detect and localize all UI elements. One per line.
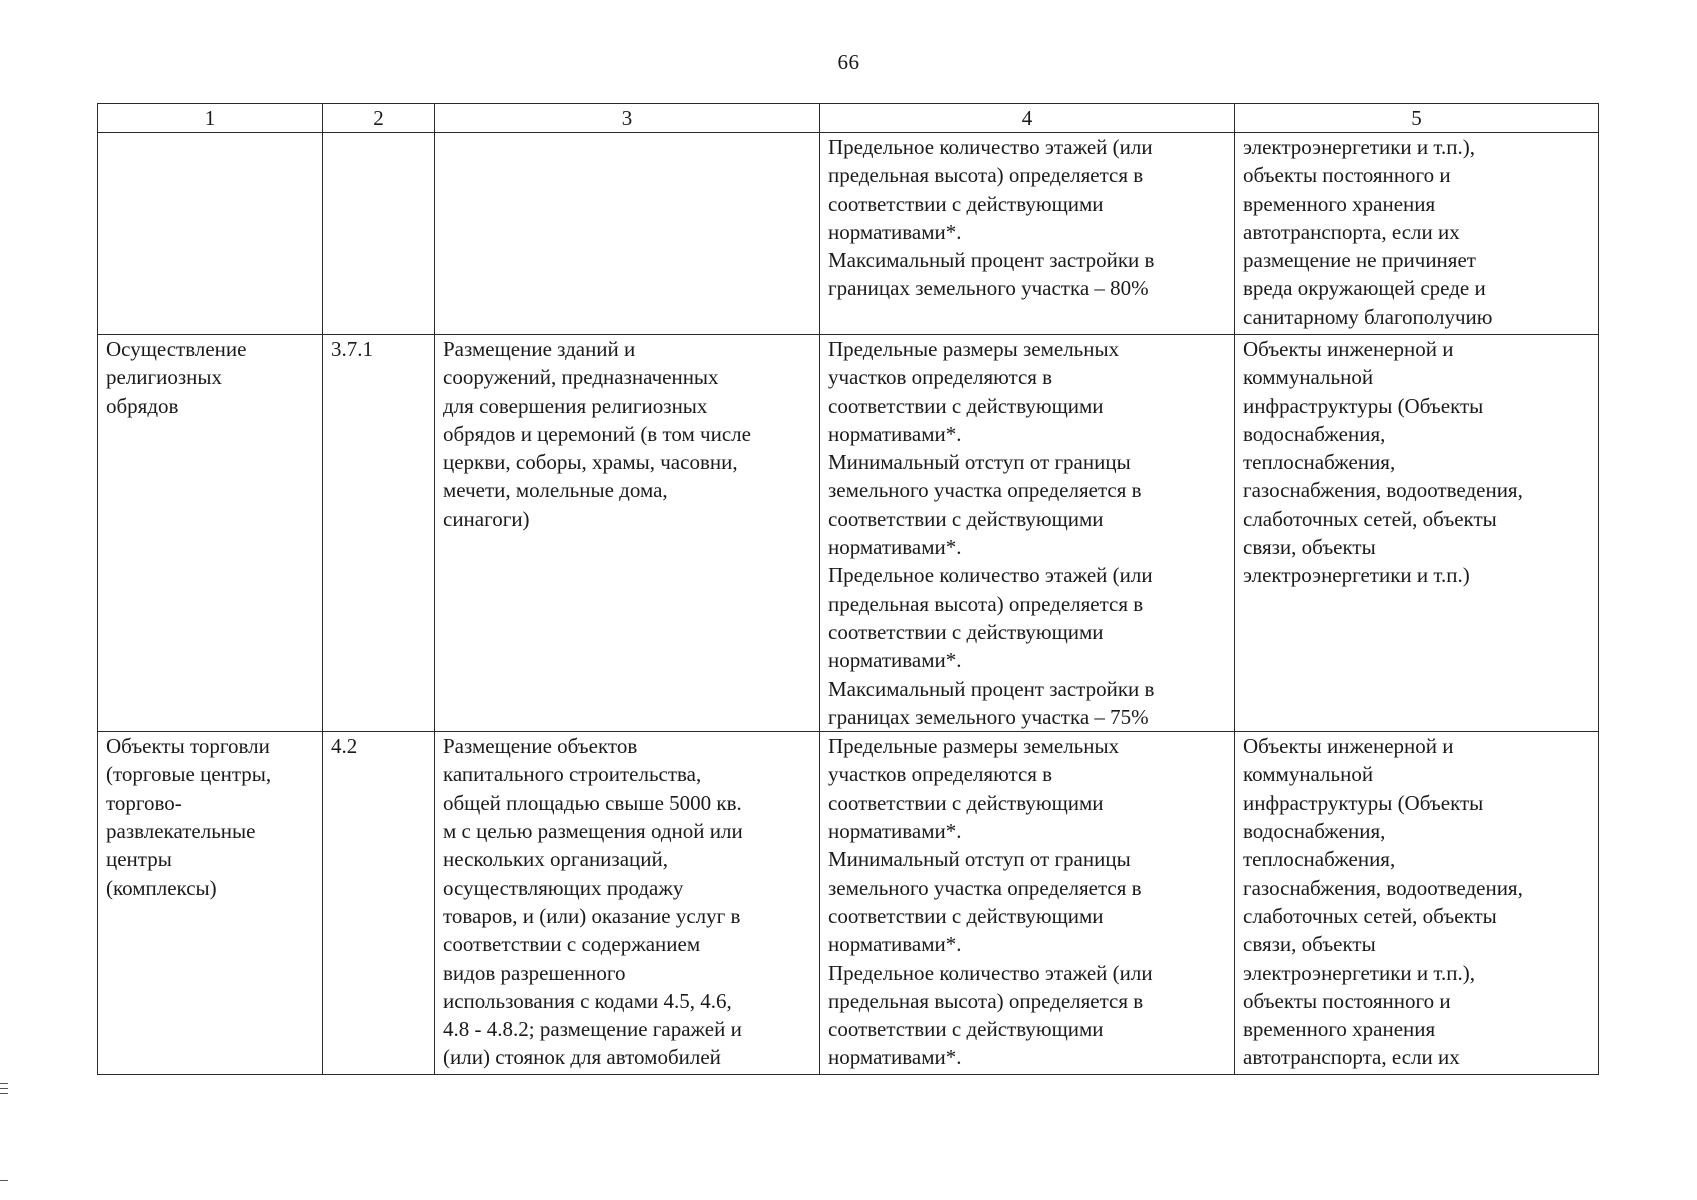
column-header-4: 4 (820, 104, 1235, 133)
cell-text-line: церкви, соборы, храмы, часовни, (443, 450, 738, 475)
cell-text-line: водоснабжения, (1243, 819, 1386, 844)
cell-text-line: обрядов и церемоний (в том числе (443, 421, 751, 446)
building-parameters-cell (820, 732, 1235, 1075)
cell-text-line: развлекательные (106, 819, 256, 844)
cell-text-line: (или) стоянок для автомобилей (443, 1045, 721, 1070)
land-use-code-cell: 4.2 (323, 732, 435, 1075)
cell-text-line: нормативами*. (828, 219, 962, 244)
cell-text-line: соответствии с содержанием (443, 932, 701, 957)
cell-text-line: религиозных (106, 365, 223, 390)
column-header-5: 5 (1235, 104, 1599, 133)
land-use-code-cell: 3.7.1 (323, 335, 435, 732)
cell-text-line: связи, объекты (1243, 535, 1376, 560)
cell-text-line: Минимальный отступ от границы (828, 450, 1131, 475)
cell-text-line: временного хранения (1243, 1017, 1436, 1042)
cell-text-line: Объекты инженерной и (1243, 337, 1454, 361)
cell-text-line: инфраструктуры (Объекты (1243, 790, 1484, 815)
cell-text-line: (торговые центры, (106, 762, 272, 787)
cell-text-line: участков определяются в (828, 762, 1053, 787)
cell-text-line: Объекты торговли (106, 734, 270, 759)
cell-text-line: электроэнергетики и т.п.), (1243, 960, 1475, 985)
building-parameters-cell (820, 133, 1235, 335)
cell-text-line: соответствии с действующими (828, 790, 1104, 815)
column-header-3: 3 (435, 104, 820, 133)
land-use-code-cell (323, 133, 435, 335)
land-use-name-cell (98, 732, 323, 1075)
cell-text-line: нормативами*. (828, 535, 962, 560)
cell-text-line: объекты постоянного и (1243, 988, 1451, 1013)
cell-text-line: Минимальный отступ от границы (828, 847, 1131, 872)
land-use-name-cell (98, 335, 323, 732)
cell-text-line: коммунальной (1243, 365, 1374, 390)
building-parameters-cell (820, 335, 1235, 732)
cell-text-line: вреда окружающей среде и (1243, 276, 1486, 301)
cell-text-line: Предельное количество этажей (или (828, 960, 1153, 985)
cell-text-line: нормативами*. (828, 819, 962, 844)
column-header-1: 1 (98, 104, 323, 133)
column-header-2: 2 (323, 104, 435, 133)
cell-text-line: временного хранения (1243, 191, 1436, 216)
cell-text-line: соответствии с действующими (828, 1017, 1104, 1042)
cell-text-line: границах земельного участка – 80% (828, 276, 1149, 301)
land-use-description-cell (435, 335, 820, 732)
cell-text-line: теплоснабжения, (1243, 450, 1396, 475)
cell-text-line: объекты постоянного и (1243, 163, 1451, 188)
cell-text-line: автотранспорта, если их (1243, 219, 1460, 244)
cell-text-line: нормативами*. (828, 1045, 962, 1070)
cell-text-line: земельного участка определяется в (828, 875, 1142, 900)
table-row (98, 133, 1599, 335)
cell-text-line: автотранспорта, если их (1243, 1045, 1460, 1070)
cell-text-line: слаботочных сетей, объекты (1243, 903, 1497, 928)
cell-text-line: мечети, молельные дома, (443, 478, 668, 503)
cell-text-line: Максимальный процент застройки в (828, 248, 1155, 273)
margin-mark (0, 1180, 8, 1181)
cell-text-line: границах земельного участка – 75% (828, 704, 1149, 729)
cell-text-line: размещение не причиняет (1243, 248, 1476, 273)
table-row (98, 732, 1599, 1075)
cell-text-line: 4.8 - 4.8.2; размещение гаражей и (443, 1017, 742, 1042)
cell-text-line: Размещение зданий и (443, 337, 636, 361)
cell-text-line: центры (106, 847, 172, 872)
cell-text-line: электроэнергетики и т.п.), (1243, 135, 1475, 159)
cell-text-line: газоснабжения, водоотведения, (1243, 478, 1523, 503)
page-number: 66 (837, 50, 860, 74)
cell-text-line: Осуществление (106, 337, 247, 361)
cell-text-line: нормативами*. (828, 421, 962, 446)
land-use-description-cell (435, 133, 820, 335)
cell-text-line: теплоснабжения, (1243, 847, 1396, 872)
land-use-name-cell (98, 133, 323, 335)
cell-text-line: общей площадью свыше 5000 кв. (443, 790, 742, 815)
cell-text-line: участков определяются в (828, 365, 1053, 390)
cell-text-line: использования с кодами 4.5, 4.6, (443, 988, 732, 1013)
auxiliary-uses-cell (1235, 732, 1599, 1075)
cell-text-line: Предельные размеры земельных (828, 734, 1120, 759)
table-header-row (98, 104, 1599, 133)
cell-text-line: предельная высота) определяется в (828, 163, 1144, 188)
table-body (98, 133, 1599, 1075)
cell-text-line: санитарному благополучию (1243, 304, 1493, 329)
cell-text-line: соответствии с действующими (828, 619, 1104, 644)
cell-text-line: Размещение объектов (443, 734, 638, 759)
cell-text-line: коммунальной (1243, 762, 1374, 787)
cell-text-line: нормативами*. (828, 932, 962, 957)
cell-text-line: нормативами*. (828, 648, 962, 673)
cell-text-line: предельная высота) определяется в (828, 591, 1144, 616)
cell-text-line: Предельное количество этажей (или (828, 135, 1153, 159)
cell-text-line: сооружений, предназначенных (443, 365, 719, 390)
cell-text-line: связи, объекты (1243, 932, 1376, 957)
cell-text-line: Предельные размеры земельных (828, 337, 1120, 361)
auxiliary-uses-cell (1235, 335, 1599, 732)
table-row (98, 335, 1599, 732)
cell-text-line: товаров, и (или) оказание услуг в (443, 903, 741, 928)
cell-text-line: (комплексы) (106, 875, 217, 900)
cell-text-line: видов разрешенного (443, 960, 626, 985)
cell-text-line: электроэнергетики и т.п.) (1243, 563, 1470, 588)
cell-text-line: соответствии с действующими (828, 191, 1104, 216)
cell-text-line: соответствии с действующими (828, 506, 1104, 531)
margin-mark (0, 1083, 8, 1084)
land-use-description-cell (435, 732, 820, 1075)
auxiliary-uses-cell (1235, 133, 1599, 335)
cell-text-line: для совершения религиозных (443, 393, 708, 418)
cell-text-line: нескольких организаций, (443, 847, 669, 872)
cell-text-line: соответствии с действующими (828, 903, 1104, 928)
cell-text-line: Объекты инженерной и (1243, 734, 1454, 759)
cell-text-line: торгово- (106, 790, 182, 815)
cell-text-line: обрядов (106, 393, 179, 418)
cell-text-line: газоснабжения, водоотведения, (1243, 875, 1523, 900)
cell-text-line: Предельное количество этажей (или (828, 563, 1153, 588)
cell-text-line: инфраструктуры (Объекты (1243, 393, 1484, 418)
cell-text-line: земельного участка определяется в (828, 478, 1142, 503)
cell-text-line: соответствии с действующими (828, 393, 1104, 418)
cell-text-line: предельная высота) определяется в (828, 988, 1144, 1013)
cell-text-line: осуществляющих продажу (443, 875, 684, 900)
cell-text-line: Максимальный процент застройки в (828, 676, 1155, 701)
margin-mark (0, 1088, 8, 1089)
cell-text-line: слаботочных сетей, объекты (1243, 506, 1497, 531)
cell-text-line: синагоги) (443, 506, 530, 531)
margin-mark (0, 1093, 8, 1094)
cell-text-line: м с целью размещения одной или (443, 819, 743, 844)
land-use-table (97, 103, 1599, 1075)
cell-text-line: капитального строительства, (443, 762, 702, 787)
cell-text-line: водоснабжения, (1243, 421, 1386, 446)
